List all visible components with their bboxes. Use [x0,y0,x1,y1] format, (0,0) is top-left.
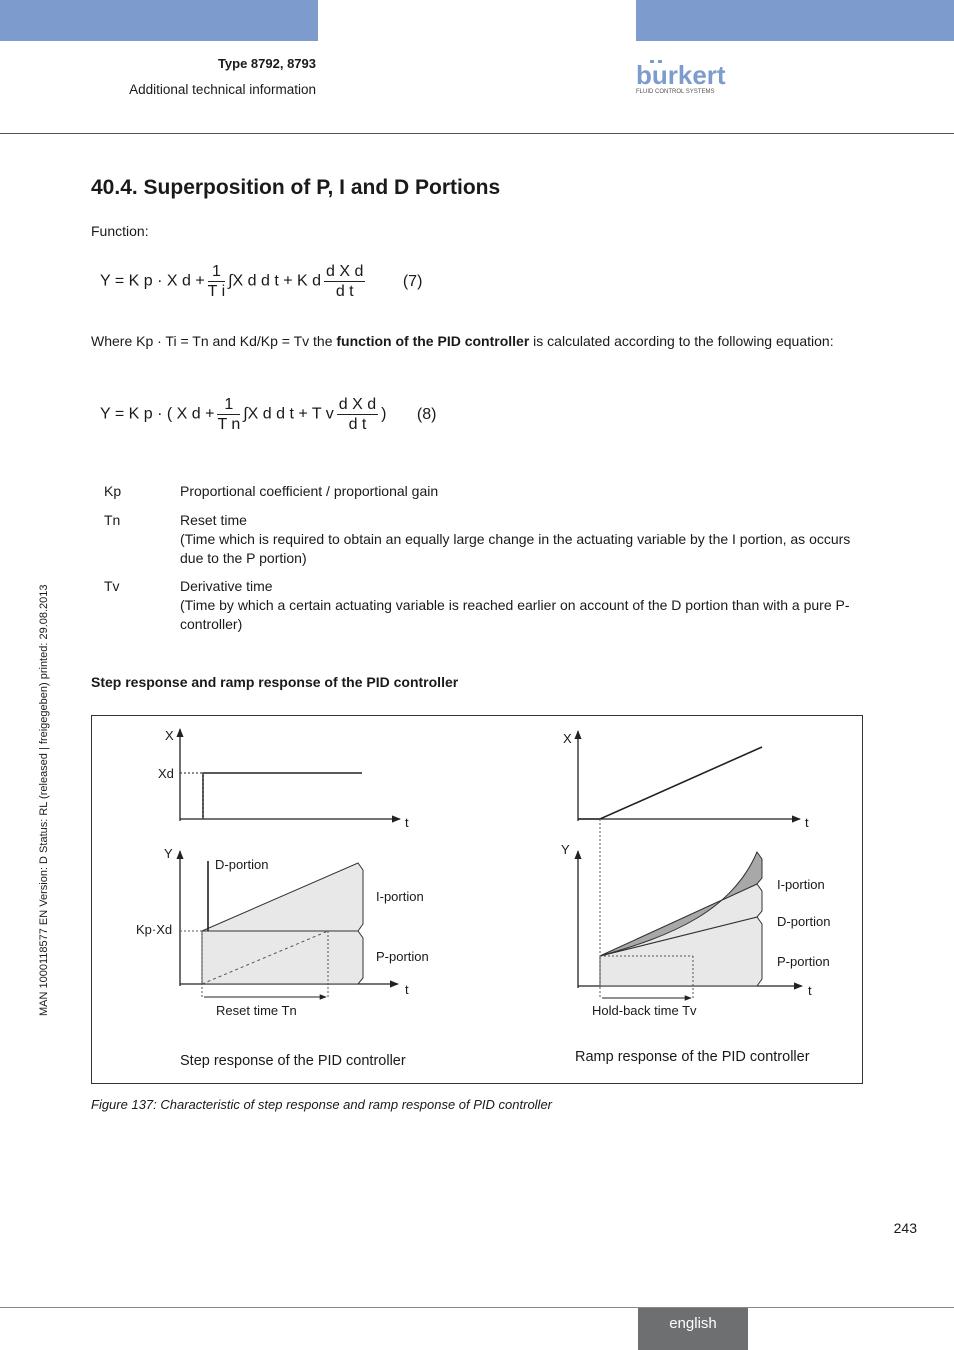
left-x-label: X [165,728,174,743]
eq7-lhs: Y = K p · X d + [100,272,205,290]
function-label: Function: [91,223,149,239]
document-type: Type 8792, 8793 [217,56,316,71]
left-y-label: Y [164,846,173,861]
logo-tagline: FLUID CONTROL SYSTEMS [636,89,715,95]
figure-box [91,715,863,1084]
footer-rule [0,1307,954,1308]
left-p-portion-label: P-portion [376,949,429,964]
left-t-label-bottom: t [405,982,409,997]
eq7-integral: ∫X d d t + K d [228,272,322,290]
eq8-integral: ∫X d d t + T v [243,405,334,423]
page-number: 243 [893,1220,917,1236]
def-term-tn: Tn [104,512,121,528]
reset-time-label: Reset time Tn [216,1003,297,1018]
def-desc-kp: Proportional coefficient / proportional gain [180,483,439,499]
document-metadata-sidebar: MAN 1000118577 EN Version: D Status: RL (released | freigegeben) printed: 29.08.2013 [38,584,50,1016]
right-x-label: X [563,731,572,746]
figure-heading: Step response and ramp response of the PID controller [91,674,459,690]
equation-7 [100,262,422,301]
holdback-time-label: Hold-back time Tv [592,1003,697,1018]
figure-caption: Figure 137: Characteristic of step response and ramp response of PID controller [91,1097,553,1112]
right-t-label-bottom: t [808,983,812,998]
right-chart-caption: Ramp response of the PID controller [575,1049,810,1065]
left-i-portion-label: I-portion [376,889,424,904]
equation-8: Y = K p · ( X d + $\frac{1}{\text{T n}}$ ∫X d d t + T v $\frac{\text{d X d}}{\text{d t}}$ ) (8) [100,396,437,433]
left-t-label-top: t [405,815,409,830]
def-term-kp: Kp [104,483,122,499]
right-i-portion-label: I-portion [777,877,825,892]
language-tab[interactable]: english [638,1308,748,1350]
left-i-portion-area [202,863,363,931]
header-bar-right [636,0,954,41]
left-kpxd-label: Kp·Xd [136,922,173,937]
where-paragraph: Where Kp · Ti = Tn and Kd/Kp = Tv the function of the PID controller is calculated according to the following equation: [91,333,834,349]
right-t-label-top: t [805,815,809,830]
pid-response-diagram [92,716,862,1083]
def-desc-tn: Reset time (Time which is required to obtain an equally large change in the actuating variable by the I portion, as occurs due to the P portion) [180,512,851,566]
eq7-frac1: $\frac{1}{\text{T i}}$ [207,263,226,300]
logo-graphic [636,60,736,96]
eq7-tag: (7) [402,272,423,290]
ramp-input-line [578,747,762,819]
def-desc-tv: Derivative time (Time by which a certain actuating variable is reached earlier on account of the D portion than with a pure P-controller) [180,578,850,632]
left-xd-label: Xd [158,766,174,781]
document-subtitle: Additional technical information [129,82,316,97]
left-p-portion-area [202,931,363,984]
header-bar-left [0,0,318,41]
section-title: 40.4. Superposition of P, I and D Portions [91,176,501,199]
eq8-lhs: Y = K p · ( X d + [100,405,215,423]
eq7-frac2: $\frac{\text{d X d}}{\text{d t}}$ [326,263,364,300]
eq8-tag: (8) [416,405,437,423]
right-p-portion-label: P-portion [777,954,830,969]
right-d-portion-label: D-portion [777,914,831,929]
eq8-frac2: $\frac{\text{d X d}}{\text{d t}}$ [338,396,377,433]
left-chart-caption: Step response of the PID controller [180,1053,406,1069]
step-input-line [203,773,362,819]
header-rule [0,133,954,134]
def-term-tv: Tv [104,578,120,594]
right-y-label: Y [561,842,570,857]
logo-wordmark: burkert [636,60,726,90]
left-d-portion-label: D-portion [215,857,269,872]
burkert-logo [636,60,736,101]
eq8-frac1: $\frac{1}{\text{T n}}$ [217,396,241,433]
